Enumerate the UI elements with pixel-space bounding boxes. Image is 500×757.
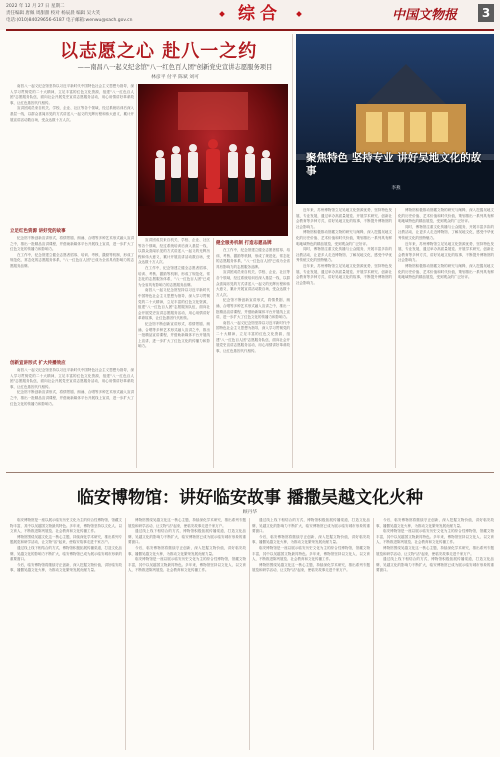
article-bottom-column-1 (10, 518, 122, 750)
choir-performance-illustration (138, 84, 288, 236)
column-rule (292, 34, 293, 468)
column-rule (125, 518, 126, 750)
article-paragraph: 博物馆围绕吴越文化这一核心主题，持续深化学术研究，推出系列专题展览和研学活动，让文物"活"起来，使临安故事走进千家万户。 (376, 545, 494, 556)
article-paragraph: 博物馆积极推动馆藏文物的研究与阐释，深入挖掘吴地文化的历史价值、艺术价值和时代价值，策划推出一系列具有鲜明地域特色的精品展览，受到观众的广泛好评。 (398, 263, 494, 280)
masthead-logo: 中国文物报 (392, 8, 458, 23)
article-bottom-column-3 (252, 518, 370, 750)
article-top-column-1c (10, 368, 134, 466)
article-paragraph: 今后，临安博物馆将继续守正创新，深入挖掘文物价值，讲好临安故事，播撒吴越文化火种，为推动文化繁荣发展贡献力量。 (252, 534, 370, 545)
column-rule (249, 518, 250, 750)
article-paragraph: 纪念馆不断创新宣讲形式，将情景剧、朗诵、合唱等多种艺术形式融入宣讲之中，推出一批精品宣讲课程，并借助新媒体平台开展线上宣讲，进一步扩大了红色文化的传播力和影响力。 (10, 236, 134, 252)
article-paragraph: 南昌八一起义纪念馆坚持以习近平新时代中国特色社会主义思想为指导，深入学习贯彻党的二十大精神，立足丰富的红色文化资源，组建"八一红色百人团"志愿服务队伍，面向社会开展党史宣讲志愿服务活动，用心用情讲好革命故事，让红色基因代代相传。 (10, 84, 134, 105)
article-top-column-1b (10, 236, 134, 356)
article-paragraph: 通过线上线下相结合的方式，博物馆积极拓展传播渠道，打造文化品牌，吴越文化的影响力不断扩大，临安博物馆已成为展示临安城市形象的重要窗口。 (128, 529, 246, 545)
column-rule (136, 84, 137, 468)
article-paragraph: 博物馆围绕吴越文化这一核心主题，持续深化学术研究，推出系列专题展览和研学活动，让文物"活"起来，使临安故事走进千家万户。 (10, 534, 122, 545)
article-paragraph: 博物馆围绕吴越文化这一核心主题，持续深化学术研究，推出系列专题展览和研学活动，让文物"活"起来，使临安故事走进千家万户。 (252, 562, 370, 573)
article-paragraph: 通过线上线下相结合的方式，博物馆积极拓展传播渠道，打造文化品牌，吴越文化的影响力不断扩大，临安博物馆已成为展示临安城市形象的重要窗口。 (10, 545, 122, 562)
article-top-title: 以志愿之心 赴八一之约 (60, 41, 258, 62)
header-date: 2022 年 12 月 27 日 星期二 (6, 4, 65, 9)
section-title: 综合 (238, 4, 282, 24)
article-paragraph: 今后，临安博物馆将继续守正创新，深入挖掘文物价值，讲好临安故事，播撒吴越文化火种，为推动文化繁荣发展贡献力量。 (128, 545, 246, 556)
page-number-badge: 3 (478, 4, 494, 22)
article-paragraph: 近年来，苏州博物馆立足吴地文化资源优势，坚持特色发展、专业发展，通过举办高质量展览、开展学术研究、创新社会教育等多种方式，讲好吴地文化的故事，不断提升博物馆的社会影响力。 (296, 263, 392, 285)
article-paragraph: 同时，博物馆注重文化传播与公众服务，开展丰富多彩的社教活动，让更多人走近博物馆、了解吴地文化，感受中华优秀传统文化的独特魅力。 (296, 247, 392, 263)
article-paragraph: 临安博物馆是一座以展示临安历史文化为主的综合性博物馆，馆藏文物丰富，其中以吴越国文物最具特色。多年来，博物馆坚持以文化人、以文育人，不断推进陈列展览、社会教育和文化传播工作。 (376, 529, 494, 545)
header-editors: 责任编辑 唐佩 周甜甜 校对 杨辰晨 编辑 吴大笑 (6, 11, 101, 16)
article-paragraph: 近年来，苏州博物馆立足吴地文化资源优势，坚持特色发展、专业发展，通过举办高质量展览、开展学术研究、创新社会教育等多种方式，讲好吴地文化的故事，不断提升博物馆的社会影响力。 (296, 208, 392, 229)
article-paragraph: 今后，临安博物馆将继续守正创新，深入挖掘文物价值，讲好临安故事，播撒吴越文化火种，为推动文化繁荣发展贡献力量。 (376, 518, 494, 528)
article-subhead: 创新宣讲形式 扩大传播效应 (10, 361, 66, 366)
article-paragraph: 宣讲团成员来自机关、学校、企业、社区等各个领域，经过系统培训后深入基层一线，以群众喜闻乐见的方式讲述八一起义的光辉历程和伟大意义，累计开展宣讲活动数百场，受众达数十万人次。 (138, 238, 210, 265)
article-bottom-author: 顾丹华 (242, 510, 258, 515)
article-paragraph: 临安博物馆是一座以展示临安历史文化为主的综合性博物馆，馆藏文物丰富，其中以吴越国文物最具特色。多年来，博物馆坚持以文化人、以文育人，不断推进陈列展览、社会教育和文化传播工作。 (10, 518, 122, 534)
museum-night-illustration (296, 34, 494, 204)
article-paragraph: 宣讲团成员来自机关、学校、企业、社区等各个领域，经过系统培训后深入基层一线，以群众喜闻乐见的方式讲述八一起义的光辉历程和伟大意义，累计开展宣讲活动数百场，受众达数十万人次。 (216, 270, 290, 297)
article-top-column-3 (216, 248, 290, 468)
article-bottom-column-4 (376, 518, 494, 750)
article-bottom-column-2 (128, 518, 246, 750)
article-paragraph: 纪念馆不断创新宣讲形式，将情景剧、朗诵、合唱等多种艺术形式融入宣讲之中，推出一批精品宣讲课程，并借助新媒体平台开展线上宣讲，进一步扩大了红色文化的传播力和影响力。 (10, 390, 134, 406)
article-paragraph: 临安博物馆是一座以展示临安历史文化为主的综合性博物馆，馆藏文物丰富，其中以吴越国文物最具特色。多年来，博物馆坚持以文化人、以文育人，不断推进陈列展览、社会教育和文化传播工作。 (252, 545, 370, 562)
article-paragraph: 通过线上线下相结合的方式，博物馆积极拓展传播渠道，打造文化品牌，吴越文化的影响力不断扩大，临安博物馆已成为展示临安城市形象的重要窗口。 (252, 518, 370, 534)
article-paragraph: 通过线上线下相结合的方式，博物馆积极拓展传播渠道，打造文化品牌，吴越文化的影响力不断扩大，临安博物馆已成为展示临安城市形象的重要窗口。 (376, 557, 494, 573)
article-paragraph: 在工作中，纪念馆建立健全志愿者招募、培训、考核、激励等机制，形成了规范化、常态化的志愿服务体系，"八一红色百人团"已成为全省具有影响力的志愿服务品牌。 (216, 248, 290, 269)
article-bottom-title: 临安博物馆：讲好临安故事 播撒吴越文化火种 (77, 488, 423, 508)
feature-overlay-title: 聚焦特色 坚持专业 讲好吴地文化的故事 (306, 152, 482, 177)
header-contact: 电话:(010)84029656-6187 电子邮箱:wenwu@sach.gov.cn (6, 18, 133, 23)
article-paragraph: 在工作中，纪念馆建立健全志愿者招募、培训、考核、激励等机制，形成了规范化、常态化的志愿服务体系，"八一红色百人团"已成为全省具有影响力的志愿服务品牌。 (10, 252, 134, 268)
article-top-subtitle: ——南昌八一起义纪念馆"八一红色百人团"创新党史宣讲志愿服务项目 (77, 64, 273, 71)
feature-column-2 (398, 208, 494, 468)
article-top-column-2 (138, 238, 210, 468)
column-rule (395, 208, 396, 468)
museum-night-photo (296, 34, 494, 204)
article-paragraph: 博物馆积极推动馆藏文物的研究与阐释，深入挖掘吴地文化的历史价值、艺术价值和时代价值，策划推出一系列具有鲜明地域特色的精品展览，受到观众的广泛好评。 (398, 208, 494, 224)
article-paragraph: 博物馆积极推动馆藏文物的研究与阐释，深入挖掘吴地文化的历史价值、艺术价值和时代价值，策划推出一系列具有鲜明地域特色的精品展览，受到观众的广泛好评。 (296, 230, 392, 246)
article-paragraph: 南昌八一起义纪念馆坚持以习近平新时代中国特色社会主义思想为指导，深入学习贯彻党的二十大精神，立足丰富的红色文化资源，组建"八一红色百人团"志愿服务队伍，面向社会开展党史宣讲志愿服务活动，用心用情讲好革命故事，让红色基因代代相传。 (10, 368, 134, 389)
header-meta (6, 3, 246, 24)
article-paragraph: 宣讲团成员来自机关、学校、企业、社区等各个领域，经过系统培训后深入基层一线，以群众喜闻乐见的方式讲述八一起义的光辉历程和伟大意义，累计开展宣讲活动数百场，受众达数十万人次。 (10, 106, 134, 122)
article-paragraph: 今后，临安博物馆将继续守正创新，深入挖掘文物价值，讲好临安故事，播撒吴越文化火种，为推动文化繁荣发展贡献力量。 (10, 562, 122, 573)
column-rule (213, 238, 214, 468)
article-paragraph: 临安博物馆是一座以展示临安历史文化为主的综合性博物馆，馆藏文物丰富，其中以吴越国文物最具特色。多年来，博物馆坚持以文化人、以文育人，不断推进陈列展览、社会教育和文化传播工作。 (128, 557, 246, 573)
article-paragraph: 在工作中，纪念馆建立健全志愿者招募、培训、考核、激励等机制，形成了规范化、常态化的志愿服务体系，"八一红色百人团"已成为全省具有影响力的志愿服务品牌。 (138, 265, 210, 287)
article-paragraph: 近年来，苏州博物馆立足吴地文化资源优势，坚持特色发展、专业发展，通过举办高质量展览、开展学术研究、创新社会教育等多种方式，讲好吴地文化的故事，不断提升博物馆的社会影响力。 (398, 241, 494, 263)
header-rule (6, 29, 494, 31)
section-separator (6, 472, 494, 473)
article-top-column-1 (10, 84, 134, 224)
article-paragraph: 南昌八一起义纪念馆坚持以习近平新时代中国特色社会主义思想为指导，深入学习贯彻党的二十大精神，立足丰富的红色文化资源，组建"八一红色百人团"志愿服务队伍，面向社会开展党史宣讲志愿服务活动，用心用情讲好革命故事，让红色基因代代相传。 (216, 320, 290, 353)
article-paragraph: 同时，博物馆注重文化传播与公众服务，开展丰富多彩的社教活动，让更多人走近博物馆、了解吴地文化，感受中华优秀传统文化的独特魅力。 (398, 224, 494, 240)
column-rule (373, 518, 374, 750)
article-subhead: 健全服务机制 打造志愿品牌 (216, 241, 272, 246)
article-top-authors: 林彦平 付平 陈斌 刘可 (151, 75, 199, 80)
feature-column-1 (296, 208, 392, 468)
article-subhead: 立足红色资源 讲好党的故事 (10, 229, 66, 234)
choir-performance-photo (138, 84, 288, 236)
article-paragraph: 纪念馆不断创新宣讲形式，将情景剧、朗诵、合唱等多种艺术形式融入宣讲之中，推出一批精品宣讲课程，并借助新媒体平台开展线上宣讲，进一步扩大了红色文化的传播力和影响力。 (138, 321, 210, 349)
article-paragraph: 博物馆围绕吴越文化这一核心主题，持续深化学术研究，推出系列专题展览和研学活动，让文物"活"起来，使临安故事走进千家万户。 (128, 518, 246, 528)
article-paragraph: 南昌八一起义纪念馆坚持以习近平新时代中国特色社会主义思想为指导，深入学习贯彻党的二十大精神，立足丰富的红色文化资源，组建"八一红色百人团"志愿服务队伍，面向社会开展党史宣讲志愿服务活动，用心用情讲好革命故事，让红色基因代代相传。 (138, 288, 210, 321)
article-paragraph: 纪念馆不断创新宣讲形式，将情景剧、朗诵、合唱等多种艺术形式融入宣讲之中，推出一批精品宣讲课程，并借助新媒体平台开展线上宣讲，进一步扩大了红色文化的传播力和影响力。 (216, 298, 290, 320)
feature-byline: 李燕 (391, 186, 401, 191)
